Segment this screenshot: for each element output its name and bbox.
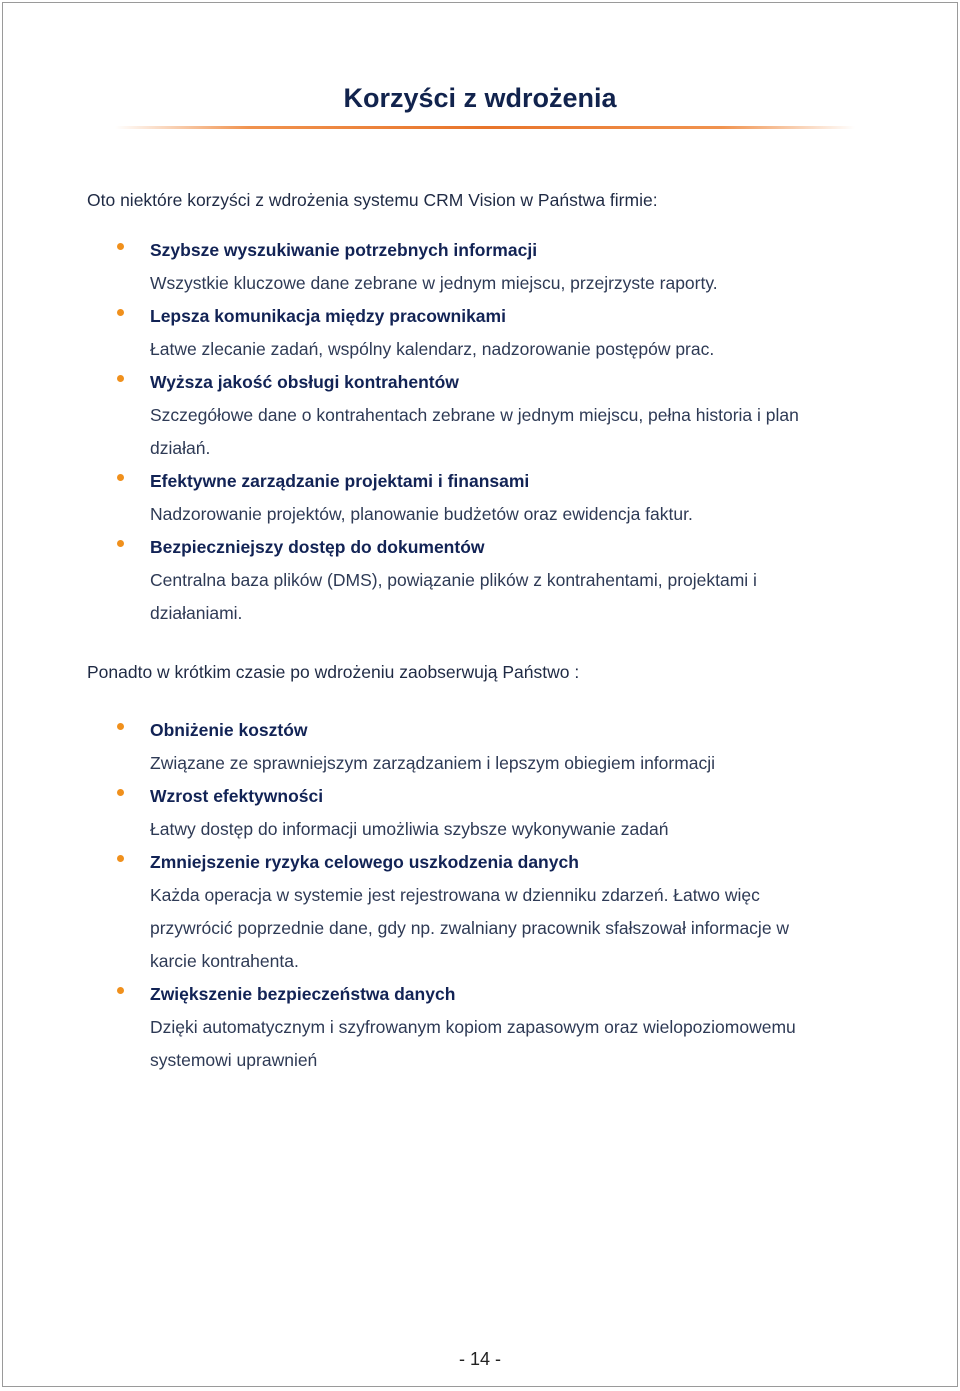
list-item bbox=[3, 234, 957, 300]
item-title: Bezpieczniejszy dostęp do dokumentów bbox=[150, 537, 485, 557]
item-title: Obniżenie kosztów bbox=[150, 720, 308, 740]
item-title: Efektywne zarządzanie projektami i finansami bbox=[150, 471, 530, 491]
bullet-icon bbox=[117, 375, 124, 382]
outcomes-list bbox=[3, 714, 957, 1077]
item-description: Łatwe zlecanie zadań, wspólny kalendarz, nadzorowanie postępów prac. bbox=[150, 339, 715, 359]
item-title: Szybsze wyszukiwanie potrzebnych informacji bbox=[150, 240, 538, 260]
second-intro-paragraph: Ponadto w krótkim czasie po wdrożeniu zaobserwują Państwo : bbox=[87, 662, 580, 682]
list-item bbox=[3, 978, 957, 1077]
item-description: Każda operacja w systemie jest rejestrowana w dzienniku zdarzeń. Łatwo więc przywrócić poprzednie dane, gdy np. zwalniany pracownik sfałszował informacje w karcie kontrahenta. bbox=[150, 885, 790, 971]
item-description: Wszystkie kluczowe dane zebrane w jednym miejscu, przejrzyste raporty. bbox=[150, 273, 718, 293]
item-title: Lepsza komunikacja między pracownikami bbox=[150, 306, 506, 326]
bullet-icon bbox=[117, 540, 124, 547]
bullet-icon bbox=[117, 723, 124, 730]
item-title: Wyższa jakość obsługi kontrahentów bbox=[150, 372, 459, 392]
item-description: Dzięki automatycznym i szyfrowanym kopiom zapasowym oraz wielopoziomowemu systemowi uprawnień bbox=[150, 1017, 796, 1070]
item-description: Łatwy dostęp do informacji umożliwia szybsze wykonywanie zadań bbox=[150, 819, 669, 839]
bullet-icon bbox=[117, 309, 124, 316]
bullet-icon bbox=[117, 855, 124, 862]
intro-paragraph: Oto niektóre korzyści z wdrożenia systemu CRM Vision w Państwa firmie: bbox=[87, 190, 658, 210]
document-page bbox=[2, 2, 958, 1387]
page-number: - 14 - bbox=[458, 1349, 501, 1369]
item-description: Szczegółowe dane o kontrahentach zebrane w jednym miejscu, pełna historia i plan działań. bbox=[150, 405, 799, 458]
item-title: Zwiększenie bezpieczeństwa danych bbox=[150, 984, 456, 1004]
item-description: Związane ze sprawniejszym zarządzaniem i lepszym obiegiem informacji bbox=[150, 753, 716, 773]
item-description: Centralna baza plików (DMS), powiązanie plików z kontrahentami, projektami i działaniami. bbox=[150, 570, 757, 623]
bullet-icon bbox=[117, 987, 124, 994]
item-description: Nadzorowanie projektów, planowanie budżetów oraz ewidencja faktur. bbox=[150, 504, 693, 524]
list-item bbox=[3, 465, 957, 531]
page-title: Korzyści z wdrożenia bbox=[343, 83, 617, 113]
list-item bbox=[3, 300, 957, 366]
bullet-icon bbox=[117, 789, 124, 796]
title-underline bbox=[115, 126, 855, 129]
list-item bbox=[3, 780, 957, 846]
list-item bbox=[3, 846, 957, 978]
list-item bbox=[3, 366, 957, 465]
bullet-icon bbox=[117, 243, 124, 250]
list-item bbox=[3, 714, 957, 780]
item-title: Zmniejszenie ryzyka celowego uszkodzenia danych bbox=[150, 852, 579, 872]
item-title: Wzrost efektywności bbox=[150, 786, 324, 806]
list-item bbox=[3, 531, 957, 630]
bullet-icon bbox=[117, 474, 124, 481]
benefits-list bbox=[3, 234, 957, 630]
